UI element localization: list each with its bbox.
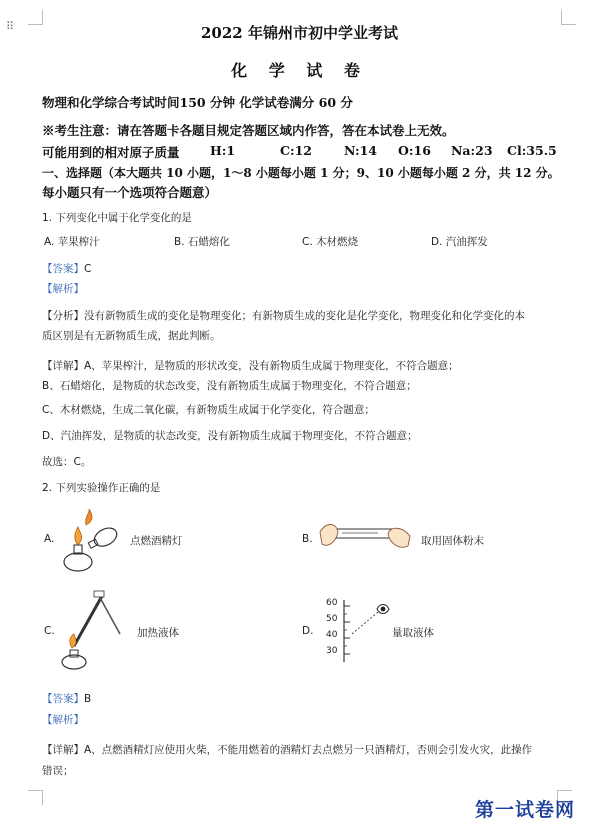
q1-fenxi-line-1 [42, 304, 525, 323]
q2-detail-a-2: 错误； [42, 765, 74, 777]
site-watermark: 第一试卷网 [474, 799, 575, 821]
q1-option-a[interactable]: A. 苹果榨汁 [44, 236, 100, 248]
q1-option-d[interactable]: D. 汽油挥发 [431, 236, 488, 248]
atomic-mass-c: C:12 [280, 143, 312, 158]
q1-fenxi-tag: 【分析】 [42, 310, 84, 322]
q2-answer-tag: 【答案】 [42, 693, 84, 705]
alcohol-lamp-lighting-illustration [60, 505, 125, 577]
q1-answer-value: C [84, 263, 92, 275]
q2-option-b-letter[interactable]: B. [302, 533, 313, 545]
exam-title: 2022 年锦州市初中学业考试 [201, 24, 398, 42]
q2-option-d-label: 量取液体 [392, 627, 434, 639]
exam-notice: ※考生注意：请在答题卡各题目规定答题区域内作答，答在本试卷上无效。 [42, 123, 455, 138]
q1-detail-line-a [42, 354, 459, 373]
q1-option-c[interactable]: C. 木材燃烧 [302, 236, 359, 248]
atomic-mass-cl: Cl:35.5 [507, 143, 557, 158]
corner-mark-bottom-left [28, 790, 43, 805]
q2-stem: 2. 下列实验操作正确的是 [42, 482, 161, 494]
q1-analysis-tag: 【解析】 [42, 283, 84, 295]
exam-time-line: 物理和化学综合考试时间150 分钟 化学试卷满分 60 分 [42, 95, 353, 110]
q1-fenxi-text-1: 没有新物质生成的变化是物理变化；有新物质生成的变化是化学变化，物理变化和化学变化的本 [84, 310, 525, 322]
q2-option-c-label: 加热液体 [137, 627, 179, 639]
q1-detail-c: C、木材燃烧，生成二氧化碳，有新物质生成属于化学变化，符合题意； [42, 404, 375, 416]
cylinder-tick-50: 50 [326, 614, 338, 624]
atomic-mass-n: N:14 [344, 143, 377, 158]
q1-detail-d: D、汽油挥发，是物质的状态改变，没有新物质生成属于物理变化，不符合题意； [42, 430, 418, 442]
test-tube-powder-illustration [318, 512, 412, 558]
q2-option-a-letter[interactable]: A. [44, 533, 55, 545]
q2-option-b-label: 取用固体粉末 [421, 535, 484, 547]
q2-analysis-tag: 【解析】 [42, 714, 84, 726]
q2-answer-row [42, 687, 91, 706]
q2-option-d-letter[interactable]: D. [302, 625, 314, 637]
cylinder-tick-30: 30 [326, 646, 338, 656]
q1-answer-row [42, 257, 91, 276]
drag-handle-icon[interactable]: ⠿ [6, 20, 16, 33]
heating-liquid-illustration [58, 590, 130, 672]
q1-option-b[interactable]: B. 石蜡熔化 [174, 236, 230, 248]
exam-subtitle: 化 学 试 卷 [231, 61, 368, 80]
q2-option-c-letter[interactable]: C. [44, 625, 55, 637]
q1-fenxi-text-2: 质区别是有无新物质生成，据此判断。 [42, 330, 221, 342]
q2-detail-a-1: A、点燃酒精灯应使用火柴，不能用燃着的酒精灯去点燃另一只酒精灯，否则会引发火灾，此操作 [84, 744, 533, 756]
section-title-line-1: 一、选择题（本大题共 10 小题，1～8 小题每小题 1 分；9、10 小题每小题 2 分，共 12 分。 [42, 166, 560, 180]
q1-answer-tag: 【答案】 [42, 263, 84, 275]
atomic-mass-h: H:1 [210, 143, 236, 158]
q1-stem: 1. 下列变化中属于化学变化的是 [42, 212, 192, 224]
q1-conclusion: 故选：C。 [42, 456, 92, 468]
atomic-mass-label: 可能用到的相对原子质量 [42, 145, 180, 160]
cylinder-tick-40: 40 [326, 630, 338, 640]
q2-answer-value: B [84, 693, 92, 705]
eye-icon [376, 602, 390, 616]
q2-detail-line-a [42, 738, 532, 757]
q1-detail-a: A、苹果榨汁，是物质的形状改变，没有新物质生成属于物理变化，不符合题意； [84, 360, 459, 372]
atomic-mass-na: Na:23 [451, 143, 493, 158]
q2-option-a-label: 点燃酒精灯 [130, 535, 183, 547]
q1-detail-tag: 【详解】 [42, 360, 84, 372]
section-title-line-2: 每小题只有一个选项符合题意） [42, 185, 218, 200]
cylinder-tick-60: 60 [326, 598, 338, 608]
q1-detail-b: B、石蜡熔化，是物质的状态改变，没有新物质生成属于物理变化，不符合题意； [42, 380, 417, 392]
q2-detail-tag: 【详解】 [42, 744, 84, 756]
atomic-mass-o: O:16 [398, 143, 431, 158]
